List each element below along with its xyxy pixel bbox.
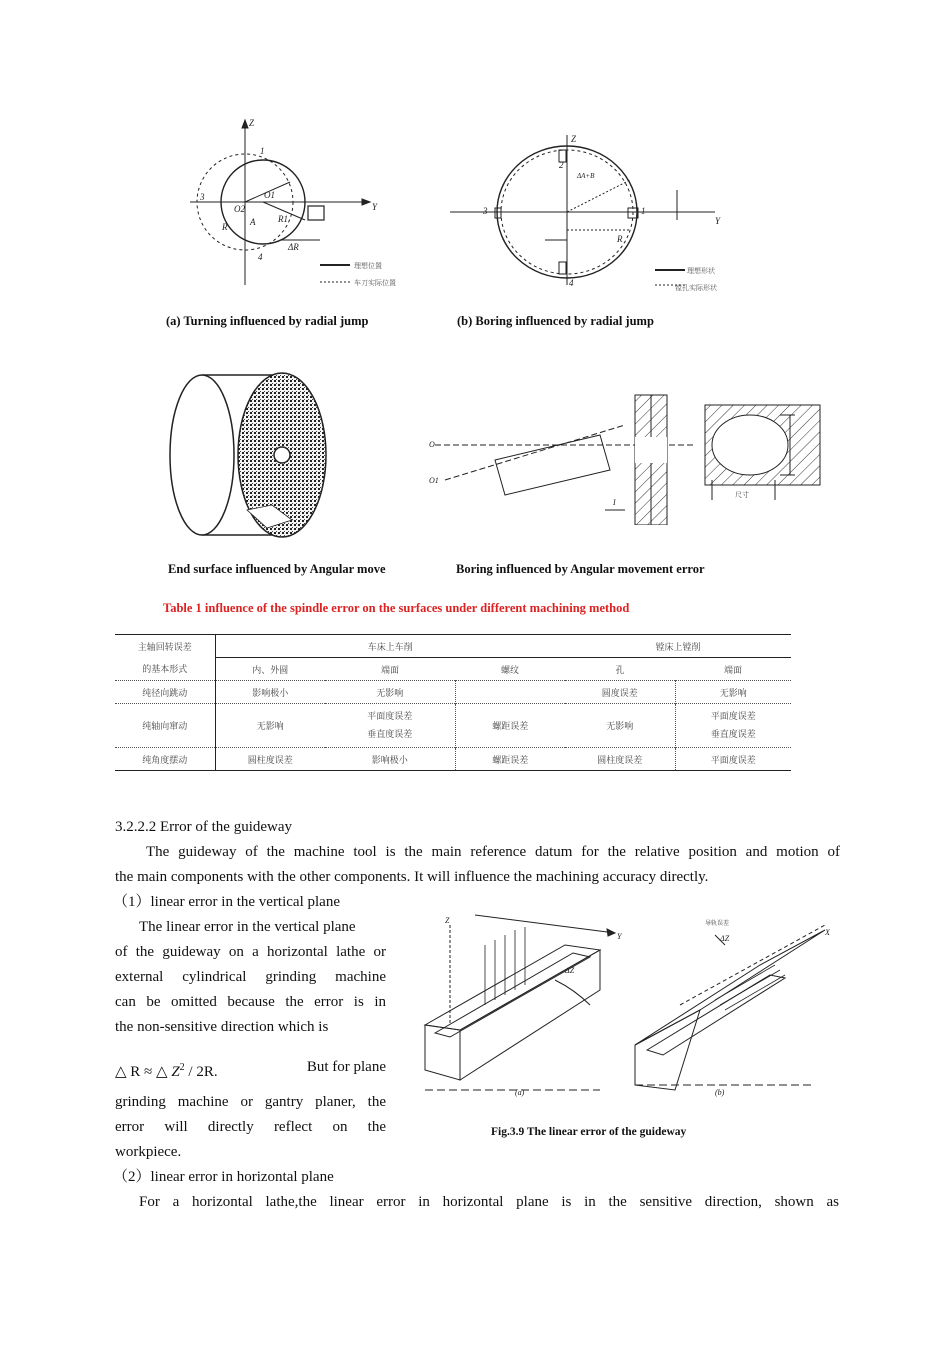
fig-a-legend-1: 理想位置: [354, 262, 382, 270]
formula-line: △ R ≈ △ $Z^2 / 2R$.: [115, 1062, 218, 1080]
guideway-x-label: X: [825, 928, 830, 937]
table-header-lathe: 车床上车削: [215, 635, 565, 658]
table-header-boring: 镗床上镗削: [565, 635, 791, 658]
paragraph-2-line-4: can be omitted because the error is in: [115, 994, 386, 1010]
guideway-dz-label-2: ΔZ: [720, 934, 730, 943]
figure-turning-radial-jump: [180, 110, 420, 300]
figure-boring-angular: [425, 385, 840, 525]
table-header-error-type: 主轴回转误差: [115, 635, 215, 658]
guideway-z-label: Z: [445, 916, 450, 925]
fig-d-o: O: [429, 440, 435, 449]
paragraph-2-line-8: error will directly reflect on the: [115, 1119, 386, 1135]
paragraph-2-line-5: the non-sensitive direction which is: [115, 1019, 329, 1035]
fig-a-n3: 3: [200, 192, 205, 202]
fig-a-o1: O1: [264, 190, 275, 200]
figure-guideway-linear-error: [415, 905, 840, 1105]
item-2-heading: （2）linear error in horizontal plane: [113, 1169, 334, 1185]
fig-a-r: R: [222, 222, 228, 232]
table-header-hole: 孔: [615, 665, 625, 676]
paragraph-2-line-3: external cylindrical grinding machine: [115, 969, 386, 985]
fig-a-y-label: Y: [372, 202, 378, 212]
table-header-cylinder: 内、外圆: [252, 665, 289, 676]
fig-b-n3: 3: [483, 206, 488, 216]
table-header-basic-form: 的基本形式: [115, 658, 215, 681]
fig-b-legend-2: 镗孔实际形状: [675, 284, 717, 292]
fig-a-caption: (a) Turning influenced by radial jump: [166, 314, 369, 328]
fig-a-r1: R1: [278, 214, 288, 224]
table-caption: Table 1 influence of the spindle error on the surfaces under different machining method: [163, 601, 630, 615]
fig-b-z-label: Z: [571, 134, 577, 144]
table-header-face: 端面: [380, 665, 399, 676]
guideway-sub-a: (a): [515, 1088, 525, 1097]
paragraph-2-line-7: grinding machine or gantry planer, the: [115, 1094, 386, 1110]
fig-b-formula: ΔA+B: [577, 172, 595, 180]
paragraph-3-line-1: For a horizontal lathe,the linear error in horizontal plane is in the sensitive direction, shown as: [139, 1194, 839, 1210]
guideway-error-label: 导轨误差: [705, 920, 730, 927]
table-header-face-2: 端面: [723, 665, 742, 676]
fig-d-caption: Boring influenced by Angular movement error: [456, 562, 705, 576]
fig-d-dim: 尺寸: [735, 491, 749, 499]
fig-b-caption: (b) Boring influenced by radial jump: [457, 314, 654, 328]
fig-a-n1: 1: [260, 146, 265, 156]
figure-end-surface-angular: [162, 360, 352, 545]
fig-b-r: R: [617, 234, 623, 244]
paragraph-1-line-1: The guideway of the machine tool is the main reference datum for the relative position and motion of: [146, 844, 840, 860]
paragraph-2-line-1: The linear error in the vertical plane: [139, 919, 356, 935]
guideway-dz-label: ΔZ: [565, 966, 575, 975]
spindle-error-table: [115, 634, 791, 771]
guideway-sub-b: (b): [715, 1088, 725, 1097]
table-row: 纯径向跳动 影响极小 无影响 圆度误差 无影响: [115, 681, 791, 704]
fig-a-legend-2: 车刀实际位置: [354, 279, 396, 287]
guideway-caption: Fig.3.9 The linear error of the guideway: [491, 1126, 687, 1138]
paragraph-2-line-2: of the guideway on a horizontal lathe or: [115, 944, 386, 960]
fig-c-caption: End surface influenced by Angular move: [168, 562, 386, 576]
table-row: 纯角度摆动 圆柱度误差 影响极小 螺距误差 圆柱度误差 平面度误差: [115, 748, 791, 771]
fig-b-n2: 2: [559, 160, 564, 170]
fig-d-l: I: [613, 498, 616, 507]
section-heading: 3.2.2.2 Error of the guideway: [115, 819, 293, 835]
table-header-thread: 螺纹: [500, 665, 519, 676]
fig-a-z-label: Z: [249, 118, 255, 128]
formula-line-tail: But for plane: [306, 1059, 386, 1075]
item-1-heading: （1）linear error in the vertical plane: [113, 894, 340, 910]
fig-b-legend-1: 理想形状: [687, 267, 715, 275]
fig-a-dr: ΔR: [288, 242, 299, 252]
fig-b-n1: 1: [641, 206, 646, 216]
paragraph-2-line-9: workpiece.: [115, 1144, 182, 1160]
fig-a-a: A: [250, 217, 256, 227]
paragraph-1-line-2: the main components with the other components. It will influence the machining accuracy directly.: [115, 869, 709, 885]
guideway-y-label: Y: [617, 932, 622, 941]
fig-b-y-label: Y: [715, 216, 721, 226]
figure-boring-radial-jump: [445, 130, 735, 300]
fig-b-n4: 4: [569, 278, 574, 288]
fig-a-n4: 4: [258, 252, 263, 262]
fig-a-o2: O2: [234, 204, 245, 214]
table-row: 纯轴向窜动 无影响 平面度误差 垂直度误差 螺距误差 无影响 平面度误差 垂直度误差: [115, 704, 791, 748]
fig-d-o1: O1: [429, 476, 439, 485]
